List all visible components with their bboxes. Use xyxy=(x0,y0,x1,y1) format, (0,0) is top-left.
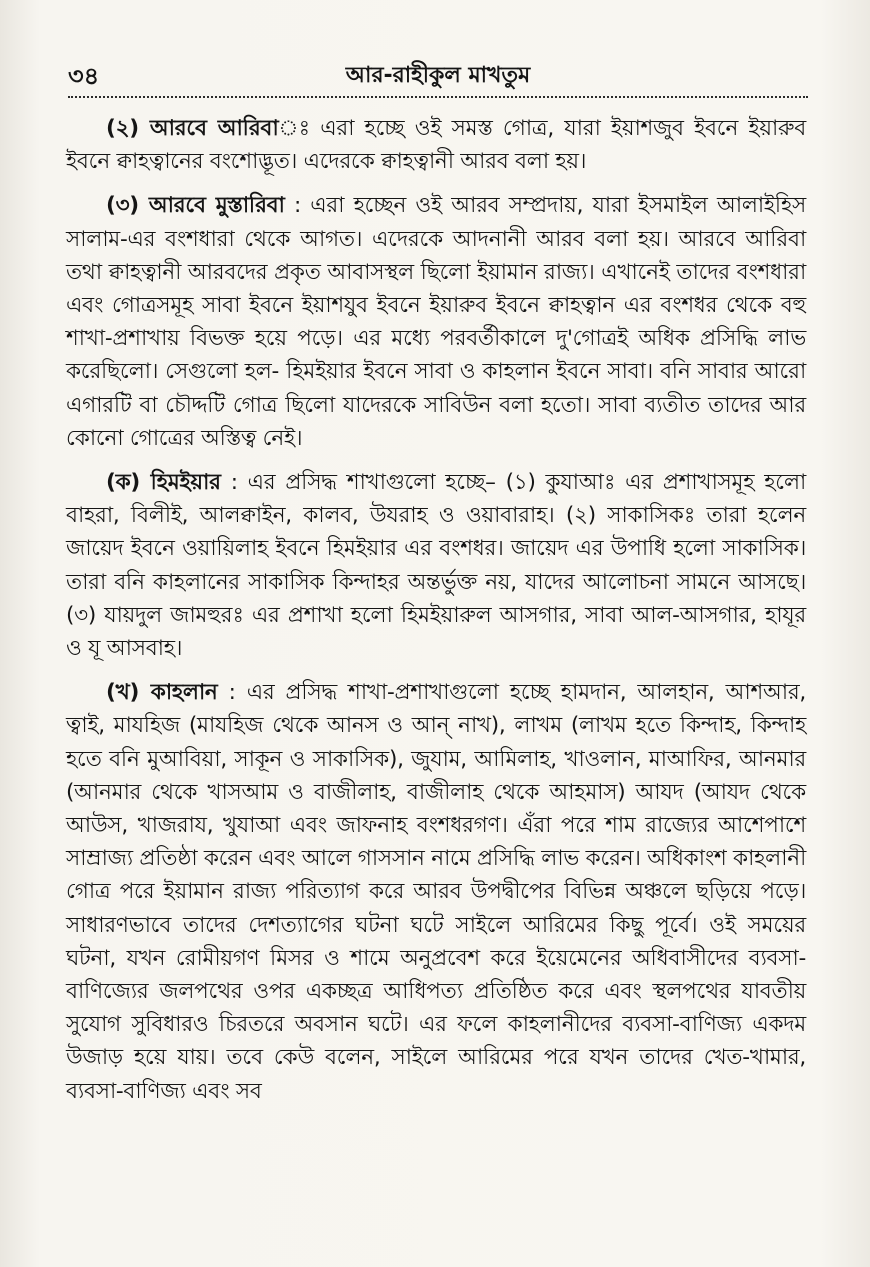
page-number: ৩৪ xyxy=(68,62,100,90)
header-divider xyxy=(68,96,808,98)
paragraph-lead: (৩) আরবে মুস্তারিবা xyxy=(106,193,285,219)
paragraph-lead: (ক) হিমইয়ার xyxy=(106,470,221,496)
paragraph-text: ঃ এরা হচ্ছে ওই সমস্ত গোত্র, যারা ইয়াশজুব ইবনে ইয়ারুব ইবনে ক্বাহত্বানের বংশোদ্ভূত। এদেরকে ক্বাহত্বানী আরব বলা হয়। xyxy=(66,116,806,175)
paragraph-himyar xyxy=(66,466,806,665)
paragraph-text: : এর প্রসিদ্ধ শাখা-প্রশাখাগুলো হচ্ছে হামদান, আলহান, আশআর, ত্বাই, মাযহিজ (মাযহিজ থেকে আনস ও আন্ নাখ), লাখম (লাখম হতে কিন্দাহ, কিন্দাহ হতে বনি মুআবিয়া, সাকূন ও সাকাসিক), জুযাম, আমিলাহ, খাওলান, মাআফির, আনমার (আনমার থেকে খাসআম ও বাজীলাহ, বাজীলাহ থেকে আহমাস) আযদ (আযদ থেকে আউস, খাজরায, খুযাআ এবং জাফনাহ বংশধরগণ। এঁরা পরে শাম রাজ্যের আশেপাশে সাম্রাজ্য প্রতিষ্ঠা করেন এবং আলে গাসসান নামে প্রসিদ্ধি লাভ করেন। অধিকাংশ কাহলানী গোত্র পরে ইয়ামান রাজ্য পরিত্যাগ করে আরব উপদ্বীপের বিভিন্ন অঞ্চলে ছড়িয়ে পড়ে। সাধারণভাবে তাদের দেশত্যাগের ঘটনা ঘটে সাইলে আরিমের কিছু পূর্বে। ওই সময়ের ঘটনা, যখন রোমীয়গণ মিসর ও শামে অনুপ্রবেশ করে ইয়েমেনের অধিবাসীদের ব্যবসা-বাণিজ্যের জলপথের ওপর একচ্ছত্র আধিপত্য প্রতিষ্ঠিত করে এবং স্থলপথের যাবতীয় সুযোগ সুবিধারও চিরতরে অবসান ঘটে। এর ফলে কাহলানীদের ব্যবসা-বাণিজ্য একদম উজাড় হয়ে যায়। তবে কেউ বলেন, সাইলে আরিমের পরে যখন তাদের খেত-খামার, ব্যবসা-বাণিজ্য এবং সব xyxy=(66,680,806,1104)
paragraph-arabe-ariba xyxy=(66,112,806,178)
paragraph-kahlan xyxy=(66,676,806,1108)
page-body xyxy=(66,112,806,1119)
page-header xyxy=(68,60,808,100)
running-title: আর-রাহীকুল মাখতুম xyxy=(345,63,531,88)
paragraph-arabe-mustariba xyxy=(66,189,806,455)
paragraph-lead: (২) আরবে আরিবা xyxy=(106,116,279,141)
paragraph-lead: (খ) কাহলান xyxy=(106,680,218,706)
paragraph-text: : এরা হচ্ছেন ওই আরব সম্প্রদায়, যারা ইসমাইল আলাইহিস সালাম-এর বংশধারা থেকে আগত। এদেরকে আদনানী আরব বলা হয়। আরবে আরিবা তথা ক্বাহত্বানী আরবদের প্রকৃত আবাসস্থল ছিলো ইয়ামান রাজ্য। এখানেই তাদের বংশধারা এবং গোত্রসমূহ সাবা ইবনে ইয়াশযুব ইবনে ইয়ারুব ইবনে ক্বাহত্বান এর বংশধর থেকে বহু শাখা-প্রশাখায় বিভক্ত হয়ে পড়ে। এর মধ্যে পরবর্তীকালে দু'গোত্রই অধিক প্রসিদ্ধি লাভ করেছিলো। সেগুলো হল- হিমইয়ার ইবনে সাবা ও কাহলান ইবনে সাবা। বনি সাবার আরো এগারটি বা চৌদ্দটি গোত্র ছিলো যাদেরকে সাবিউন বলা হতো। সাবা ব্যতীত তাদের আর কোনো গোত্রের অস্তিত্ব নেই। xyxy=(66,193,807,451)
paragraph-text: : এর প্রসিদ্ধ শাখাগুলো হচ্ছে– (১) কুযাআঃ এর প্রশাখাসমূহ হলো বাহরা, বিলীই, আলক্বাইন, কালব, উযরাহ ও ওয়াবারাহ। (২) সাকাসিকঃ তারা হলেন জায়েদ ইবনে ওয়ায়িলাহ ইবনে হিমইয়ার এর বংশধর। জায়েদ এর উপাধি হলো সাকাসিক। তারা বনি কাহলানের সাকাসিক কিন্দাহর অন্তর্ভুক্ত নয়, যাদের আলোচনা সামনে আসছে। (৩) যায়দুল জামহুরঃ এর প্রশাখা হলো হিমইয়ারুল আসগার, সাবা আল-আসগার, হাযূর ও যূ আসবাহ। xyxy=(66,470,806,662)
